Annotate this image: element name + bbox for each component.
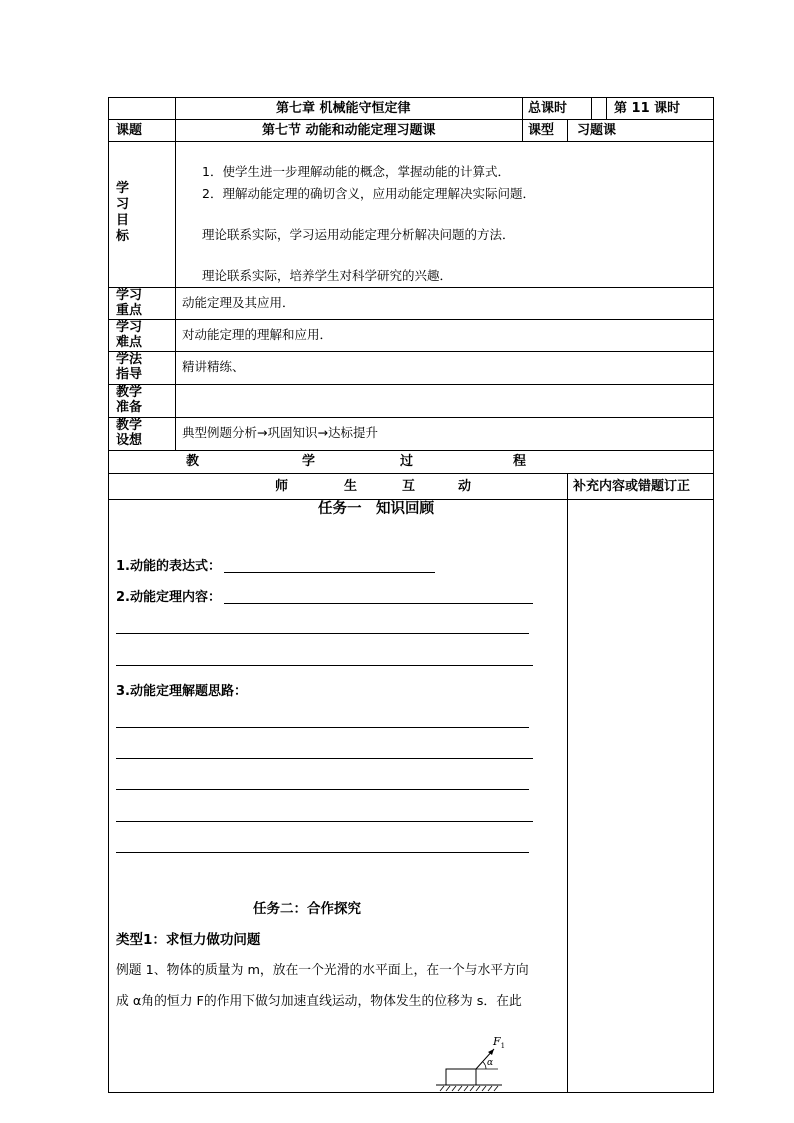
answer-line[interactable]: [116, 821, 533, 822]
lesson-number: 第 11 课时: [614, 101, 681, 116]
key-points-value: 动能定理及其应用．: [182, 295, 295, 310]
example-text: 例题 1、物体的质量为 m，放在一个光滑的水平面上，在一个与水平方向: [116, 963, 529, 978]
row-label: 教学: [116, 418, 143, 433]
theorem-question: 2.动能定理内容：: [116, 590, 221, 605]
solving-approach-question: 3.动能定理解题思路：: [116, 684, 247, 699]
row-label: 教学: [116, 385, 143, 400]
chapter-title: 第七章 机械能守恒定律: [276, 101, 411, 116]
row-label: 重点: [116, 303, 143, 318]
task1-title: 任务一 知识回顾: [318, 501, 434, 517]
objective-item: 理论联系实际，学习运用动能定理分析解决问题的方法．: [202, 227, 515, 242]
row-label: 难点: [116, 335, 143, 350]
row-label: 学习: [116, 288, 143, 303]
answer-line[interactable]: [116, 758, 533, 759]
supplement-header: 补充内容或错题订正: [573, 479, 691, 494]
answer-line[interactable]: [116, 789, 529, 790]
force-diagram: [430, 1035, 520, 1095]
row-label: 准备: [116, 400, 143, 415]
answer-line[interactable]: [224, 572, 435, 573]
design-value: 典型例题分析→巩固知识→达标提升: [182, 425, 378, 440]
difficulty-value: 对动能定理的理解和应用．: [182, 327, 333, 342]
angle-label: α: [487, 1058, 494, 1068]
method-value: 精讲精练、: [182, 359, 245, 374]
answer-line[interactable]: [116, 852, 529, 853]
row-label: 学法: [116, 352, 143, 367]
kinetic-energy-question: 1.动能的表达式：: [116, 559, 221, 574]
problem-type-heading: 类型1：求恒力做功问题: [116, 932, 261, 948]
objective-item: 理论联系实际，培养学生对科学研究的兴趣．: [202, 268, 453, 283]
answer-line[interactable]: [116, 665, 533, 666]
lesson-type-label: 课型: [528, 123, 555, 138]
example-text: 成 α角的恒力 F的作用下做匀加速直线运动，物体发生的位移为 s．在此: [116, 994, 522, 1009]
answer-line[interactable]: [116, 727, 529, 728]
answer-line[interactable]: [116, 633, 529, 634]
force-label: $F_1$: [493, 1035, 506, 1051]
answer-line[interactable]: [224, 603, 533, 604]
row-label: 指导: [116, 367, 143, 382]
task2-title: 任务二：合作探究: [253, 901, 361, 917]
lesson-type-value: 习题课: [577, 123, 617, 138]
topic-label: 课题: [116, 123, 143, 138]
row-label: 学习: [116, 320, 143, 335]
topic-value: 第七节 动能和动能定理习题课: [262, 123, 436, 138]
objective-item: 2．理解动能定理的确切含义，应用动能定理解决实际问题．: [202, 186, 535, 201]
row-label: 设想: [116, 433, 143, 448]
objective-item: 1．使学生进一步理解动能的概念，掌握动能的计算式．: [202, 164, 510, 179]
total-hours-label: 总课时: [528, 101, 568, 116]
